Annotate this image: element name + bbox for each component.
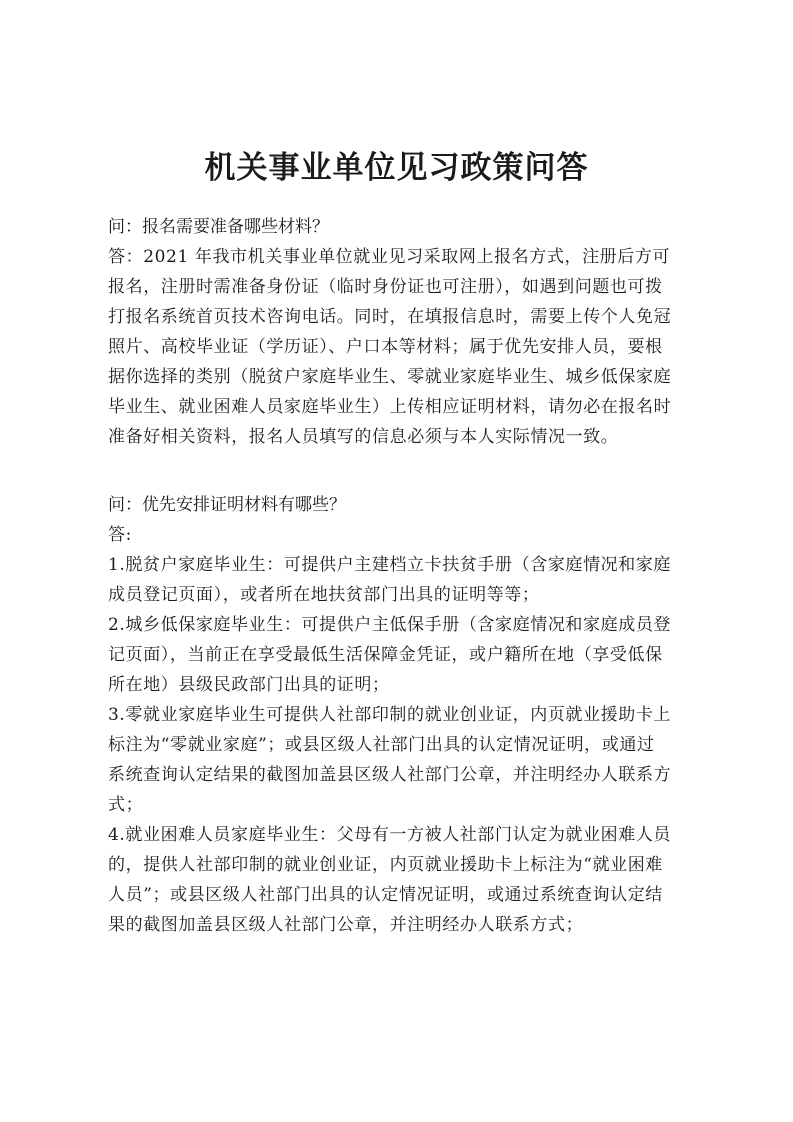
answer-line: 3.零就业家庭毕业生可提供人社部印制的就业创业证，内页就业援助卡上 — [108, 705, 672, 725]
section-spacer — [108, 452, 688, 490]
document-body — [108, 212, 688, 940]
qa-section-registration — [108, 212, 688, 452]
answer-line: 成员登记页面），或者所在地扶贫部门出具的证明等等； — [108, 585, 540, 605]
answer-line: 毕业生、就业困难人员家庭毕业生）上传相应证明材料，请勿必在报名时 — [108, 397, 672, 417]
question-heading: 问：报名需要准备哪些材料？ — [108, 217, 329, 237]
answer-line: 2.城乡低保家庭毕业生：可提供户主低保手册（含家庭情况和家庭成员登 — [108, 615, 672, 635]
answer-line: 报名，注册时需准备身份证（临时身份证也可注册），如遇到问题也可拨 — [108, 277, 663, 297]
answer-line: 式； — [108, 795, 144, 815]
answer-line: 人员”；或县区级人社部门出具的认定情况证明，或通过系统查询认定结 — [108, 885, 663, 905]
answer-line: 准备好相关资料，报名人员填写的信息必须与本人实际情况一致。 — [108, 427, 619, 447]
qa-section-priority-materials — [108, 490, 688, 940]
answer-line: 果的截图加盖县区级人社部门公章，并注明经办人联系方式； — [108, 915, 584, 935]
answer-line: 系统查询认定结果的截图加盖县区级人社部门公章，并注明经办人联系方 — [108, 765, 672, 785]
answer-line: 的，提供人社部印制的就业创业证，内页就业援助卡上标注为“就业困难 — [108, 855, 663, 875]
answer-line: 记页面），当前正在享受最低生活保障金凭证，或户籍所在地（享受低保 — [108, 645, 663, 665]
answer-line: 所在地）县级民政部门出具的证明； — [108, 675, 390, 695]
answer-line: 照片、高校毕业证（学历证）、户口本等材料；属于优先安排人员，要根 — [108, 337, 663, 357]
answer-line: 答：2021 年我市机关事业单位就业见习采取网上报名方式，注册后方可 — [108, 247, 671, 267]
question-heading: 问：优先安排证明材料有哪些？ — [108, 495, 346, 515]
answer-line: 1.脱贫户家庭毕业生：可提供户主建档立卡扶贫手册（含家庭情况和家庭 — [108, 555, 672, 575]
answer-line: 4.就业困难人员家庭毕业生：父母有一方被人社部门认定为就业困难人员 — [108, 825, 672, 845]
answer-line: 答: — [108, 525, 132, 545]
answer-line: 打报名系统首页技术咨询电话。同时，在填报信息时，需要上传个人免冠 — [108, 307, 672, 327]
page-title: 机关事业单位见习政策问答 — [204, 150, 589, 186]
answer-line: 标注为“零就业家庭”；或县区级人社部门出具的认定情况证明，或通过 — [108, 735, 655, 755]
answer-line: 据你选择的类别（脱贫户家庭毕业生、零就业家庭毕业生、城乡低保家庭 — [108, 367, 672, 387]
